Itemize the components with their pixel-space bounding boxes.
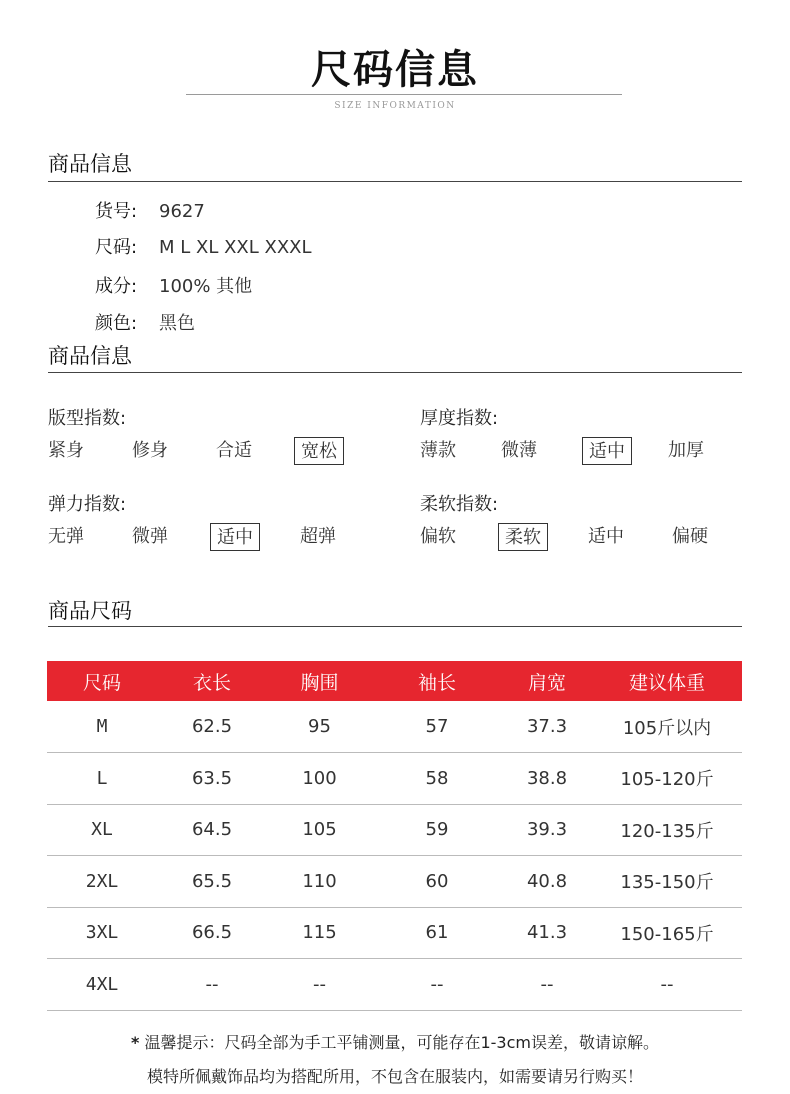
size-table [47, 661, 742, 1011]
table-cell: 150-165斤 [592, 907, 742, 959]
table-cell: 65.5 [157, 856, 267, 908]
table-cell: -- [157, 959, 267, 1011]
section-heading-product-info: 商品信息 [48, 152, 132, 176]
table-cell: 37.3 [502, 701, 592, 753]
index-title-softness: 柔软指数: [420, 494, 499, 515]
info-value: M L XL XXL XXXL [159, 237, 312, 258]
table-cell: 64.5 [157, 804, 267, 856]
index-option: 适中 [588, 526, 624, 547]
table-cell: -- [267, 959, 372, 1011]
index-option: 薄款 [420, 440, 456, 461]
table-cell: 41.3 [502, 907, 592, 959]
table-cell: 95 [267, 701, 372, 753]
section-heading-product-info-2: 商品信息 [48, 344, 132, 368]
note-star: * [131, 1033, 140, 1052]
table-cell: 100 [267, 753, 372, 805]
table-cell: 66.5 [157, 907, 267, 959]
index-title-elasticity: 弹力指数: [48, 494, 127, 515]
table-cell: 59 [372, 804, 502, 856]
info-key: 尺码: [95, 237, 138, 258]
index-option: 超弹 [300, 526, 336, 547]
table-cell: 58 [372, 753, 502, 805]
table-cell: XL [47, 804, 157, 856]
page-title: 尺码信息 [311, 47, 479, 93]
table-row [47, 701, 742, 753]
table-cell: 3XL [47, 907, 157, 959]
section-rule [48, 372, 742, 373]
index-option: 微薄 [501, 440, 537, 461]
column-header-shoulder: 肩宽 [502, 661, 592, 701]
table-cell: 63.5 [157, 753, 267, 805]
info-key: 货号: [95, 201, 138, 222]
index-option-selected: 柔软 [498, 523, 548, 551]
title-rule [186, 94, 622, 95]
table-cell: 120-135斤 [592, 804, 742, 856]
index-option: 无弹 [48, 526, 84, 547]
index-title-thickness: 厚度指数: [420, 408, 499, 429]
index-option: 紧身 [48, 440, 84, 461]
table-cell: 2XL [47, 856, 157, 908]
table-cell: M [47, 701, 157, 753]
table-cell: 115 [267, 907, 372, 959]
table-cell: -- [592, 959, 742, 1011]
table-cell: 62.5 [157, 701, 267, 753]
index-title-fit: 版型指数: [48, 408, 127, 429]
info-value: 9627 [159, 201, 205, 222]
column-header-chest: 胸围 [267, 661, 372, 701]
info-row-sizes [95, 233, 312, 259]
table-cell: 110 [267, 856, 372, 908]
table-cell: 105-120斤 [592, 753, 742, 805]
table-cell: 40.8 [502, 856, 592, 908]
index-option: 微弹 [132, 526, 168, 547]
page-subtitle: SIZE INFORMATION [334, 101, 456, 111]
table-cell: 60 [372, 856, 502, 908]
table-cell: 4XL [47, 959, 157, 1011]
info-key: 成分: [95, 276, 138, 297]
index-option: 修身 [132, 440, 168, 461]
section-heading-product-size: 商品尺码 [48, 599, 132, 623]
column-header-sleeve: 袖长 [372, 661, 502, 701]
column-header-size: 尺码 [47, 661, 157, 701]
section-rule [48, 181, 742, 182]
table-row [47, 907, 742, 959]
table-row [47, 959, 742, 1011]
note-accessories: 模特所佩戴饰品均为搭配所用，不包含在服装内，如需要请另行购买！ [146, 1067, 643, 1086]
table-row [47, 856, 742, 908]
table-cell: -- [372, 959, 502, 1011]
info-row-material [95, 272, 252, 298]
table-header-row [47, 661, 742, 701]
info-row-item-number [95, 197, 205, 223]
index-option: 加厚 [668, 440, 704, 461]
column-header-length: 衣长 [157, 661, 267, 701]
table-cell: 105斤以内 [592, 701, 742, 753]
index-option: 合适 [216, 440, 252, 461]
index-option: 偏硬 [672, 526, 708, 547]
note-line-1: 温馨提示：尺码全部为手工平铺测量，可能存在1-3cm误差，敬请谅解。 [144, 1033, 659, 1052]
table-cell: 105 [267, 804, 372, 856]
info-key: 颜色: [95, 313, 138, 334]
info-row-color [95, 309, 195, 335]
info-value: 黑色 [159, 313, 195, 334]
table-cell: 61 [372, 907, 502, 959]
note-measurement [0, 1030, 790, 1053]
info-value: 100% 其他 [159, 276, 253, 297]
column-header-weight: 建议体重 [592, 661, 742, 701]
table-cell: 38.8 [502, 753, 592, 805]
index-option-selected: 宽松 [294, 437, 344, 465]
table-row [47, 753, 742, 805]
table-cell: -- [502, 959, 592, 1011]
index-option-selected: 适中 [210, 523, 260, 551]
table-cell: 57 [372, 701, 502, 753]
table-row [47, 804, 742, 856]
table-cell: 135-150斤 [592, 856, 742, 908]
table-cell: L [47, 753, 157, 805]
index-option-selected: 适中 [582, 437, 632, 465]
index-option: 偏软 [420, 526, 456, 547]
section-rule [48, 626, 742, 627]
table-cell: 39.3 [502, 804, 592, 856]
